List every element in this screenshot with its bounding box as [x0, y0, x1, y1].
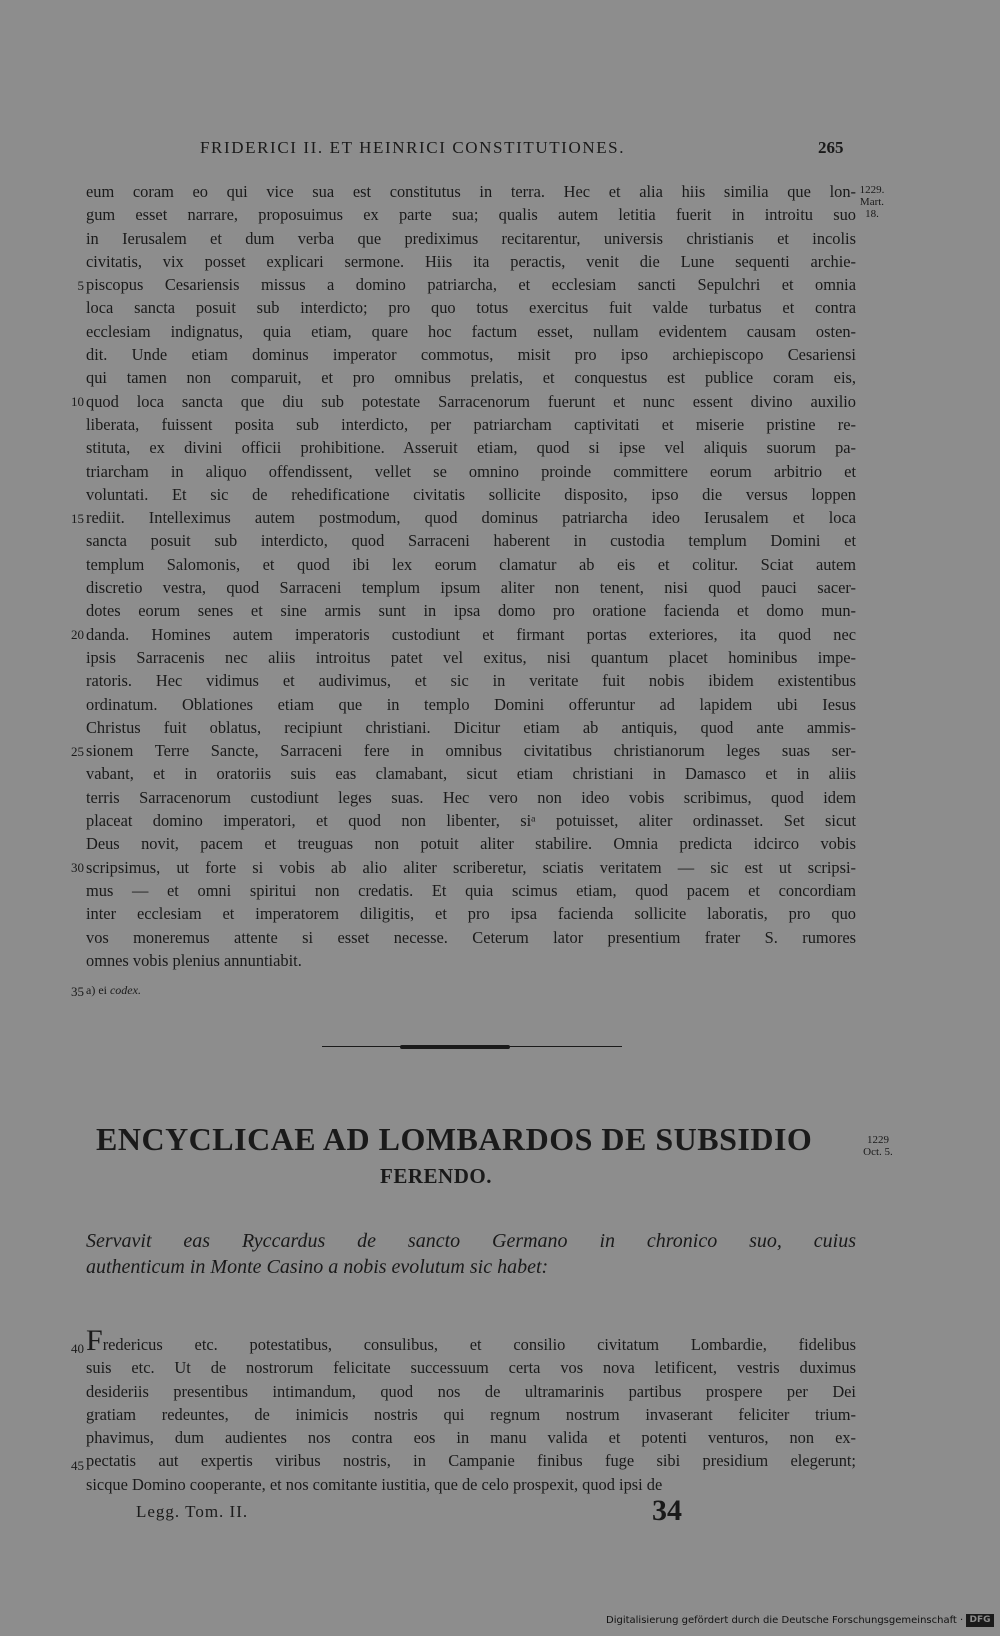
text-line: ecclesiam indignatus, quia etiam, quare hoc factum esset, nullam evidentem causam osten- — [86, 321, 856, 341]
text-line: stituta, ex divini officii prohibitione. Asseruit etiam, quod si ipse vel aliquis suorum pa- — [86, 438, 856, 458]
margin-date-2 — [856, 1134, 900, 1158]
text-line: Servavit eas Ryccardus de sancto Germano in chronico suo, cuius — [86, 1230, 856, 1252]
section-title: ENCYCLICAE AD LOMBARDOS DE SUBSIDIO — [96, 1121, 813, 1157]
text-line: eum coram eo qui vice sua est constitutus in terra. Hec et alia hiis similia que lon- — [86, 182, 856, 201]
text-line: phavimus, dum audientes nos contra eos in manu valida et potenti venturos, non ex- — [86, 1428, 856, 1448]
text-line: dit. Unde etiam dominus imperator commotus, misit pro ipso archiepiscopo Cesariensi — [86, 345, 856, 365]
text-line — [86, 1324, 856, 1357]
text-line: inter ecclesiam et imperatorem diligitis, et pro ipsa facienda sollicite laboratis, pro quo — [86, 904, 856, 924]
line-number: 45 — [71, 1458, 84, 1473]
text-line: civitatis, vix posset explicari sermone. Hiis ita peractis, venit die Lune sequenti archie- — [86, 251, 856, 271]
margin-date-day: 18. — [865, 208, 879, 220]
text-line: loca sancta posuit sub interdicto; pro quo totus exercitus fuit valde turbatus et contra — [86, 298, 856, 318]
text-line: sicque Domino cooperante, et nos comitante iustitia, que de celo prospexit, quod ipsi de — [86, 1474, 663, 1494]
divider-swell — [400, 1045, 510, 1049]
text-line: rediit. Intelleximus autem postmodum, quod dominus patriarcha ideo Ierusalem et loca — [86, 508, 856, 528]
encyclical-lines — [86, 1356, 856, 1496]
signature-line: Legg. Tom. II. — [136, 1502, 249, 1521]
line-number: 40 — [71, 1341, 84, 1356]
margin-date-year: 1229. — [859, 184, 885, 196]
text-line: Christus fuit oblatus, recipiunt christiani. Dicitur etiam ab antiquis, quod ante ammis- — [86, 717, 856, 737]
text-line: triarcham in aliquo offendissent, vellet se omnino proinde committere eorum arbitrio et — [86, 461, 856, 481]
editorial-introduction — [86, 1228, 856, 1280]
text-line: mus — et omni spiritui non credatis. Et quia scimus etiam, quod pacem et concordiam — [86, 880, 856, 900]
text-line: danda. Homines autem imperatoris custodiunt et firmant portas exteriores, ita quod nec — [86, 624, 856, 644]
text-line: pectatis aut expertis viribus nostris, in Campanie finibus fuge sibi presidium elegerunt; — [86, 1451, 856, 1471]
line-number: 25 — [71, 744, 84, 759]
section-title-continuation: FERENDO. — [380, 1164, 492, 1188]
margin-date-year: 1229 — [867, 1134, 889, 1146]
text-line: discretio vestra, quod Sarraceni templum ipsum aliter non tenent, nisi quod pauci sacer- — [86, 578, 856, 598]
text-line: ipsis Sarracenis nec aliis introitus patet vel exitus, nisi quantum placet hominibus impe- — [86, 647, 856, 667]
text-line: ordinatum. Oblationes etiam que in templo Domini offeruntur ad lapidem ubi Iesus — [86, 694, 856, 714]
text-line: piscopus Cesariensis missus a domino patriarcha, et ecclesiam sancti Sepulchri et omnia — [86, 275, 856, 295]
margin-date-1 — [852, 184, 892, 220]
text-line: terris Sarracenorum custodiunt leges suas. Hec vero non ideo vobis scribimus, quod idem — [86, 787, 856, 807]
text-line: desideriis presentibus intimandum, quod nos de ultramarinis partibus prospere per Dei — [86, 1381, 856, 1401]
footnote-marker: a) ei — [86, 983, 107, 997]
line-number: 20 — [71, 627, 84, 642]
text-line: dotes eorum senes et sine armis sunt in ipsa domo pro oratione facienda et domo mun- — [86, 601, 856, 621]
digitization-credit: Digitalisierung gefördert durch die Deutsche Forschungsgemeinschaft · — [606, 1615, 964, 1626]
page-number: 265 — [818, 138, 844, 157]
sheet-number: 34 — [652, 1494, 682, 1527]
line-number: 5 — [77, 278, 84, 293]
dfg-logo: DFG — [966, 1614, 994, 1627]
text-line: ratoris. Hec vidimus et audivimus, et sic in veritate fuit nobis ibidem existentibus — [86, 671, 856, 691]
drop-capital: F — [86, 1324, 103, 1357]
text-line: liberata, fuissent posita sub interdicto, per patriarcham captivitati et miserie pristine re- — [86, 414, 856, 434]
text-line: scripsimus, ut forte si vobis ab alio aliter scriberetur, sciatis veritatem — sic est ut scripsi- — [86, 857, 856, 877]
line-number: 15 — [71, 511, 84, 526]
footnote — [64, 983, 141, 998]
text-line: vabant, et in oratoriis suis eas clamabant, sicut etiam christiani in Damasco et in aliis — [86, 764, 856, 784]
text-line: vos moneremus attente si esset necesse. Ceterum lator presentium frater S. rumores — [86, 927, 856, 947]
text-line: suis etc. Ut de nostrorum felicitate successuum certa vos nova letificent, vestris duximus — [86, 1358, 856, 1378]
line-number: 10 — [71, 394, 84, 409]
text-line: authenticum in Monte Casino a nobis evolutum sic habet: — [86, 1256, 549, 1278]
line-number: 35 — [71, 984, 84, 999]
text-line: sionem Terre Sancte, Sarraceni fere in omnibus civitatibus christianorum leges suas ser- — [86, 741, 856, 761]
text-line: sancta posuit sub interdicto, quod Sarraceni haberent in custodia templum Domini et — [86, 531, 856, 551]
encyclical-text — [86, 1324, 856, 1496]
text-line: voluntati. Et sic de rehedificatione civitatis sollicite disposito, ipso die versus loppen — [86, 484, 856, 504]
first-line-text: redericus etc. potestatibus, consulibus, et consilio civitatum Lombardie, fidelibus — [102, 1335, 856, 1354]
section-divider — [322, 1044, 622, 1050]
text-line: quod loca sancta que diu sub potestate Sarracenorum fuerunt et nunc essent divino auxilio — [86, 391, 856, 411]
running-head: FRIDERICI II. ET HEINRICI CONSTITUTIONES. — [200, 138, 626, 157]
letter-text — [86, 180, 856, 972]
margin-date-month: Oct. 5. — [863, 1146, 893, 1158]
text-line: qui tamen non comparuit, et pro omnibus prelatis, et conquestus est publice coram eis, — [86, 368, 856, 388]
text-line: gum esset narrare, proposuimus ex parte sua; qualis autem letitia fuerit in introitu suo — [86, 205, 856, 225]
text-line: placeat domino imperatori, et quod non libenter, siᵃ potuisset, aliter ordinasset. Set sicut — [86, 811, 856, 831]
line-number: 30 — [71, 860, 84, 875]
margin-date-month: Mart. — [859, 196, 885, 208]
text-line: gratiam redeuntes, de inimicis nostris qui regnum nostrum invaserant feliciter trium- — [86, 1404, 856, 1424]
text-line: Deus novit, pacem et treuguas non potuit aliter stabilire. Omnia predicta idcirco vobis — [86, 834, 856, 854]
text-line: templum Salomonis, et quod ibi lex eorum clamatur ab eis et colitur. Sciat autem — [86, 554, 856, 574]
text-line: in Ierusalem et dum verba que prediximus recitarentur, universis christianis et incolis — [86, 228, 856, 248]
text-line: omnes vobis plenius annuntiabit. — [86, 950, 302, 970]
footnote-source: codex. — [109, 983, 141, 997]
